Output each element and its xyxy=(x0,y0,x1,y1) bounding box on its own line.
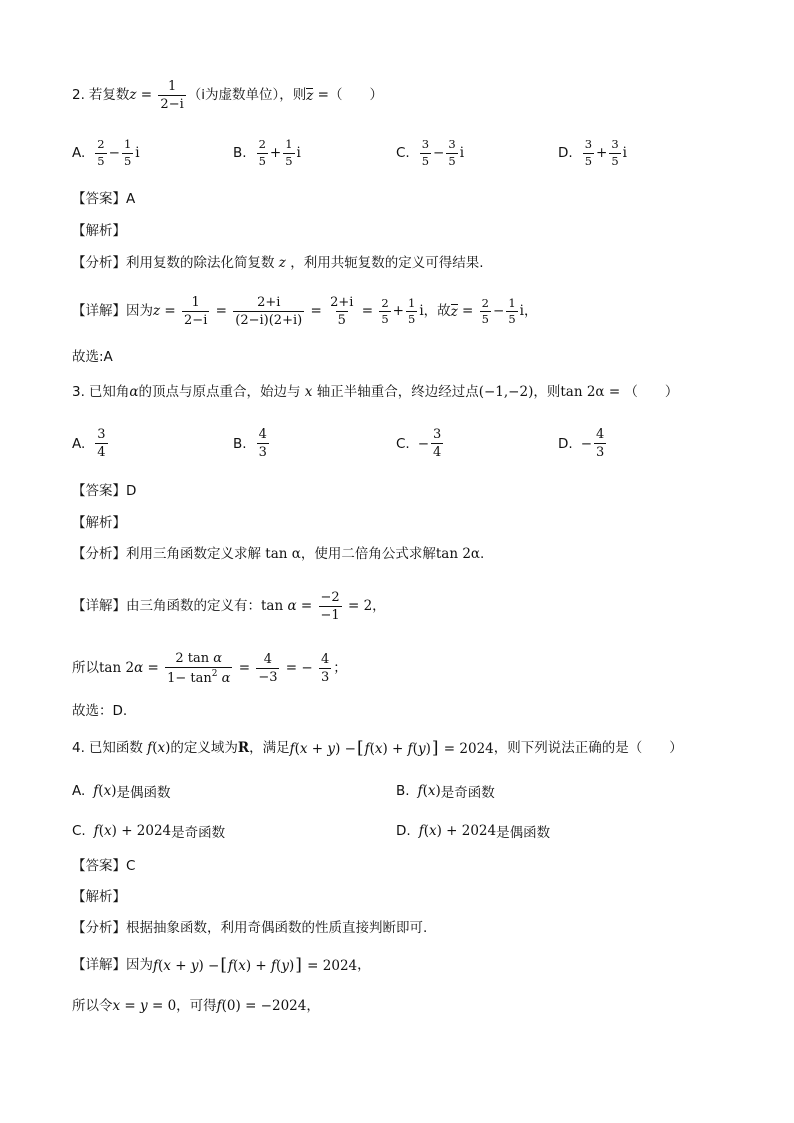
q3-stem: 3. 已知角 α 的顶点与原点重合，始边与 x 轴正半轴重合，终边经过点 (−1,−2) ，则 tan 2α = （ ） xyxy=(72,384,679,400)
q4-option-b[interactable]: B. f(x) 是奇函数 xyxy=(396,783,495,801)
q2-choice: 故选:A xyxy=(72,349,113,365)
q2-option-d[interactable]: D. $\frac{3}{5}$ + $\frac{3}{5}$ i xyxy=(558,137,627,168)
q3-option-d[interactable]: D. − $\frac{4}{3}$ xyxy=(558,427,605,460)
q4-option-d[interactable]: D. f(x) + 2024 是偶函数 xyxy=(396,823,551,841)
q2-answer-value: A xyxy=(126,191,136,207)
q3-option-a[interactable]: A. $\frac{3}{4}$ xyxy=(72,427,106,460)
q3-detail: 【详解】 由三角函数的定义有： tan α = $\frac{-2}{-1}$ = 2 ， xyxy=(72,590,386,623)
q4-option-c[interactable]: C. f(x) + 2024 是奇函数 xyxy=(72,823,226,841)
q4-fenxi: 【分析】 根据抽象函数，利用奇偶函数的性质直接判断即可. xyxy=(72,920,428,936)
q2-answer: 【答案】 A xyxy=(72,191,136,207)
q3-analysis-heading: 【解析】 xyxy=(72,515,126,531)
q2-analysis-heading: 【解析】 xyxy=(72,223,126,239)
q2-stem-a: 若复数 xyxy=(88,86,130,103)
q4-detail: 【详解】 因为 f(x + y) −[f(x) + f(y)] = 2024 ， xyxy=(72,955,371,975)
q3-so: 所以 tan 2α = $\frac{\text{2 tan α}}{1- \tan^2 \alpha}$ = $\frac{4}{-3}$ = − $\frac{4}{3}$ ； xyxy=(72,651,347,686)
q3-fenxi: 【分析】 利用三角函数定义求解 tan α ，使用二倍角公式求解 tan 2α . xyxy=(72,546,485,562)
q2-stem: 2. 若复数 z = $\frac{1}{2-i}$ （i为虚数单位），则 z = （ ） xyxy=(72,79,383,112)
q2-option-c[interactable]: C. $\frac{3}{5}$ − $\frac{3}{5}$ i xyxy=(396,137,465,168)
q3-point: (−1,−2) xyxy=(478,384,534,400)
q2-stem-b: （i为虚数单位），则 xyxy=(187,86,307,103)
q2-detail: 【详解】 因为 z = $\frac{1}{2-i}$ = $\frac{2+i}{(2-i)(2+i)}$ = $\frac{2+i}{5}$ = $\frac{2}{5}$ + $\frac{1}{5}$ i ，故 z = $\frac{2}{5}$ − $\frac{1}{5}$ i ， xyxy=(72,295,538,328)
q3-option-c[interactable]: C. − $\frac{3}{4}$ xyxy=(396,427,442,460)
q3-answer-value: D xyxy=(126,483,137,499)
q4-analysis-heading: 【解析】 xyxy=(72,889,126,905)
q2-option-b[interactable]: B. $\frac{2}{5}$ + $\frac{1}{5}$ i xyxy=(233,137,301,168)
q3-choice: 故选：D. xyxy=(72,703,128,719)
q4-number: 4. xyxy=(72,739,85,756)
q4-answer: 【答案】 C xyxy=(72,858,136,874)
q2-option-a[interactable]: A. $\frac{2}{5}$ − $\frac{1}{5}$ i xyxy=(72,137,140,168)
q4-so: 所以令 x = y = 0 ，可得 f(0) = −2024 ， xyxy=(72,998,320,1014)
q3-answer: 【答案】 D xyxy=(72,483,137,499)
q4-option-a[interactable]: A. f(x) 是偶函数 xyxy=(72,783,171,801)
q3-option-b[interactable]: B. $\frac{4}{3}$ xyxy=(233,427,267,460)
q2-fraction: $\frac{1}{2-i}$ xyxy=(160,79,184,112)
q4-stem: 4. 已知函数 f(x) 的定义域为 R ，满足 f(x + y) −[f(x) + f(y)] = 2024 ，则下列说法正确的是（ ） xyxy=(72,738,683,758)
q4-answer-value: C xyxy=(126,858,136,874)
q2-number: 2. xyxy=(72,86,85,103)
q2-fenxi: 【分析】 利用复数的除法化简复数 z ，利用共轭复数的定义可得结果. xyxy=(72,255,484,271)
q2-stem-c: （ ） xyxy=(329,86,383,103)
q3-number: 3. xyxy=(72,384,85,400)
